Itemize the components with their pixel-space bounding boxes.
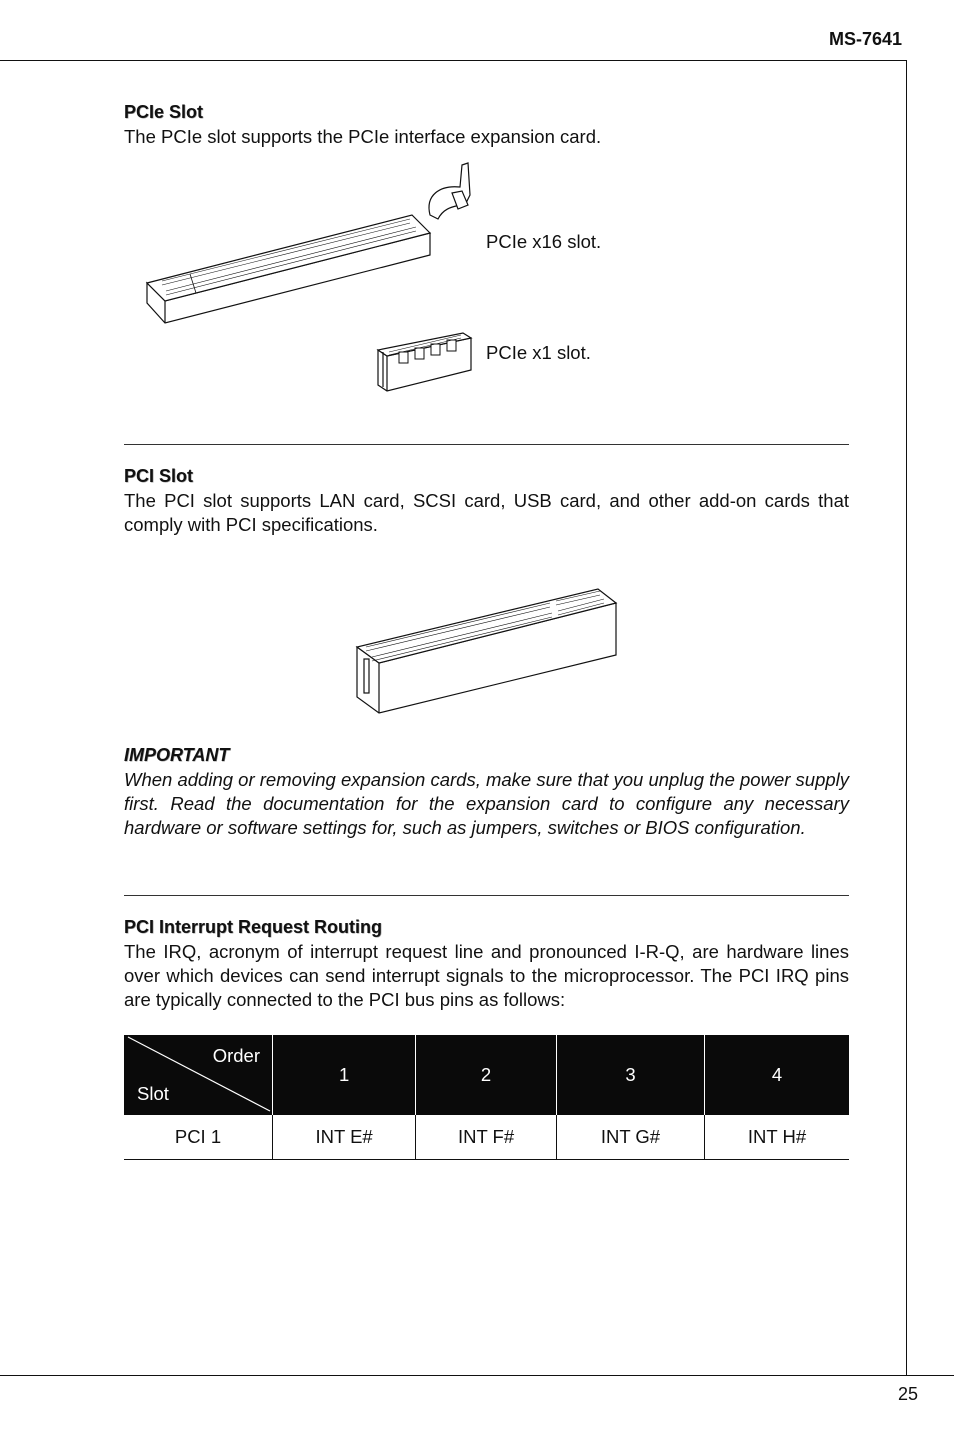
slot-cell: PCI 1	[124, 1115, 273, 1160]
corner-slot-label: Slot	[137, 1083, 169, 1104]
pcie-x1-slot-illustration	[375, 330, 475, 395]
irq-section-title: PCI Interrupt Request Routing	[124, 917, 382, 937]
pcie-x16-label: PCIe x16 slot.	[486, 231, 602, 252]
model-number: MS-7641	[828, 29, 902, 49]
column-header: 3	[556, 1035, 704, 1115]
pci-section-title: PCI Slot	[124, 466, 194, 486]
column-header: 1	[273, 1035, 416, 1115]
irq-routing-table	[124, 1035, 849, 1160]
irq-cell: INT G#	[556, 1115, 704, 1160]
irq-cell: INT H#	[705, 1115, 849, 1160]
important-text: When adding or removing expansion cards, make sure that you unplug the power supply first. Read the documentation for the expansion card to configure any necessary hardware or software settings for, such as jumpers, switches or BIOS configuration.	[124, 769, 850, 838]
pcie-section-title: PCIe Slot	[124, 102, 204, 122]
header-rule	[0, 60, 907, 61]
footer-rule	[0, 1375, 954, 1376]
corner-header-cell	[124, 1035, 273, 1115]
table-row	[124, 1115, 849, 1160]
pci-slot-illustration	[352, 585, 622, 717]
section-divider	[124, 444, 849, 445]
pci-description: The PCI slot supports LAN card, SCSI card, USB card, and other add-on cards that comply with PCI specifications.	[124, 490, 849, 535]
column-header: 4	[705, 1035, 849, 1115]
section-divider	[124, 895, 849, 896]
pcie-x16-slot-illustration	[140, 155, 490, 330]
irq-cell: INT F#	[416, 1115, 557, 1160]
corner-order-label: Order	[212, 1045, 260, 1066]
pcie-x1-label: PCIe x1 slot.	[486, 342, 591, 363]
page-number: 25	[897, 1384, 918, 1404]
important-title: IMPORTANT	[124, 745, 230, 765]
table-header-row	[124, 1035, 849, 1115]
pcie-description: The PCIe slot supports the PCIe interface expansion card.	[124, 126, 602, 147]
irq-cell: INT E#	[273, 1115, 416, 1160]
irq-description: The IRQ, acronym of interrupt request line and pronounced I-R-Q, are hardware lines over which devices can send interrupt signals to the microprocessor. The PCI IRQ pins are typically connected to the PCI bus pins as follows:	[124, 941, 849, 1010]
column-header: 2	[416, 1035, 557, 1115]
right-margin-rule	[906, 60, 907, 1375]
